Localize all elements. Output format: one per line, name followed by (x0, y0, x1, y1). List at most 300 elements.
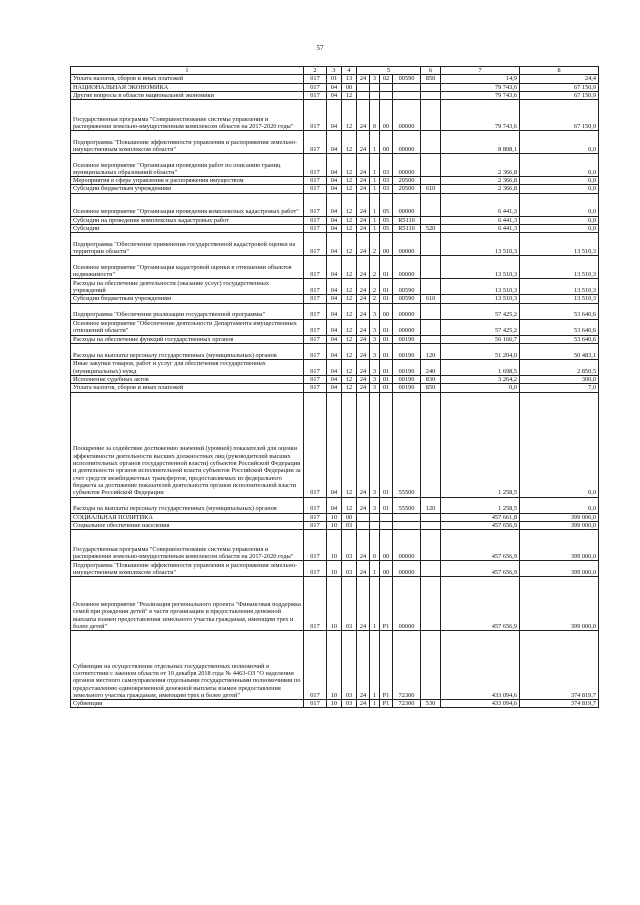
event-code-cell: 01 (380, 359, 393, 375)
table-row (71, 700, 599, 708)
table-row (71, 319, 599, 335)
column-header: 5 (357, 67, 421, 75)
amount-cell: 67 150,9 (520, 83, 599, 91)
direction-code-cell: 00190 (393, 359, 421, 375)
admin-code-cell: 017 (304, 384, 327, 392)
amount-cell: 57 425,2 (441, 319, 520, 335)
expense-type-cell (421, 631, 441, 700)
subprogram-code-cell: 1 (370, 177, 380, 185)
row-name-cell: Основное мероприятие "Реализация регионального проекта "Финансовая поддержка семей при рождении детей" в части организации и предоставления денежной выплаты взамен предоставления земельного участка гражданам, имеющим трех и более детей" (71, 577, 304, 631)
amount-cell: 67 150,9 (520, 100, 599, 131)
expense-type-cell (421, 256, 441, 279)
program-code-cell: 24 (357, 577, 370, 631)
program-code-cell (357, 521, 370, 529)
amount-cell: 13 510,3 (441, 233, 520, 256)
expense-type-cell (421, 177, 441, 185)
subprogram-code-cell: 1 (370, 193, 380, 216)
subprogram-code-cell: 2 (370, 233, 380, 256)
expense-type-cell (421, 131, 441, 154)
row-name-cell: Расходы на обеспечение деятельности (оказание услуг) государственных учреждений (71, 279, 304, 295)
table-row (71, 177, 599, 185)
subsection-code-cell: 03 (342, 577, 357, 631)
table-row (71, 185, 599, 193)
subprogram-code-cell (370, 521, 380, 529)
subsection-code-cell: 12 (342, 279, 357, 295)
subsection-code-cell: 12 (342, 233, 357, 256)
expense-type-cell (421, 521, 441, 529)
amount-cell: 0,0 (520, 193, 599, 216)
table-row (71, 279, 599, 295)
admin-code-cell: 017 (304, 279, 327, 295)
table-row (71, 131, 599, 154)
expense-type-cell: 610 (421, 185, 441, 193)
expense-type-cell: 850 (421, 384, 441, 392)
subprogram-code-cell: 2 (370, 279, 380, 295)
section-code-cell: 10 (327, 631, 342, 700)
section-code-cell: 04 (327, 193, 342, 216)
admin-code-cell: 017 (304, 131, 327, 154)
amount-cell: 8 808,1 (441, 131, 520, 154)
subprogram-code-cell: 3 (370, 359, 380, 375)
event-code-cell: 00 (380, 233, 393, 256)
expense-type-cell: 120 (421, 497, 441, 513)
amount-cell: 2 850,5 (520, 359, 599, 375)
amount-cell: 0,0 (520, 216, 599, 224)
program-code-cell: 24 (357, 193, 370, 216)
subsection-code-cell: 12 (342, 131, 357, 154)
subsection-code-cell: 12 (342, 343, 357, 359)
amount-cell: 399 000,0 (520, 530, 599, 561)
amount-cell: 2 366,8 (441, 185, 520, 193)
row-name-cell: Подпрограмма "Повышение эффективности управления и распоряжения земельно-имущественным комплексом области" (71, 561, 304, 577)
table-row (71, 91, 599, 99)
subsection-code-cell: 12 (342, 154, 357, 177)
subprogram-code-cell: 3 (370, 497, 380, 513)
section-code-cell: 04 (327, 131, 342, 154)
table-row (71, 233, 599, 256)
section-code-cell: 10 (327, 513, 342, 521)
section-code-cell: 04 (327, 177, 342, 185)
direction-code-cell: R5110 (393, 225, 421, 233)
row-name-cell: СОЦИАЛЬНАЯ ПОЛИТИКА (71, 513, 304, 521)
program-code-cell: 24 (357, 631, 370, 700)
amount-cell: 13 510,3 (441, 256, 520, 279)
event-code-cell: 01 (380, 392, 393, 497)
row-name-cell: Поощрение за содействие достижению значений (уровней) показателей для оценки эффективности деятельности высших должностных лиц (руководителей высших исполнительных органов государственной власти) субъектов Российской Федерации и деятельности органов исполнительной власти субъектов Российской Федерации за счет средств межбюджетных трансфертов, предоставляемых из федерального бюджета за достижение показателей деятельности органов исполнительной власти субъектов Российской Федерации (71, 392, 304, 497)
section-code-cell: 04 (327, 185, 342, 193)
program-code-cell: 24 (357, 392, 370, 497)
expense-type-cell (421, 279, 441, 295)
subprogram-code-cell: 3 (370, 303, 380, 319)
amount-cell: 53 640,6 (520, 335, 599, 343)
expense-type-cell (421, 530, 441, 561)
expense-type-cell (421, 154, 441, 177)
table-row (71, 100, 599, 131)
admin-code-cell: 017 (304, 177, 327, 185)
amount-cell: 0,0 (520, 177, 599, 185)
admin-code-cell: 017 (304, 154, 327, 177)
subsection-code-cell: 03 (342, 631, 357, 700)
amount-cell: 14,9 (441, 75, 520, 83)
amount-cell: 300,0 (520, 375, 599, 383)
amount-cell: 13 510,3 (520, 233, 599, 256)
amount-cell: 0,0 (520, 131, 599, 154)
expense-type-cell (421, 303, 441, 319)
event-code-cell: 00 (380, 530, 393, 561)
program-code-cell: 24 (357, 256, 370, 279)
expense-type-cell (421, 513, 441, 521)
table-row (71, 225, 599, 233)
subsection-code-cell: 12 (342, 303, 357, 319)
program-code-cell: 24 (357, 75, 370, 83)
direction-code-cell: 00000 (393, 193, 421, 216)
subsection-code-cell: 12 (342, 335, 357, 343)
expense-type-cell (421, 319, 441, 335)
amount-cell: 24,4 (520, 75, 599, 83)
row-name-cell: Расходы на выплаты персоналу государственных (муниципальных) органов (71, 343, 304, 359)
event-code-cell (380, 521, 393, 529)
event-code-cell: 01 (380, 343, 393, 359)
section-code-cell: 04 (327, 225, 342, 233)
row-name-cell: Уплата налогов, сборов и иных платежей (71, 75, 304, 83)
amount-cell: 79 743,6 (441, 100, 520, 131)
subprogram-code-cell: 3 (370, 343, 380, 359)
row-name-cell: Исполнение судебных актов (71, 375, 304, 383)
event-code-cell: 01 (380, 497, 393, 513)
expense-type-cell (421, 577, 441, 631)
row-name-cell: Социальное обеспечение населения (71, 521, 304, 529)
subprogram-code-cell: 2 (370, 295, 380, 303)
admin-code-cell: 017 (304, 225, 327, 233)
row-name-cell: Субсидии бюджетным учреждениям (71, 295, 304, 303)
program-code-cell: 24 (357, 343, 370, 359)
table-row (71, 256, 599, 279)
row-name-cell: Расходы на обеспечение функций государственных органов (71, 335, 304, 343)
subsection-code-cell: 03 (342, 530, 357, 561)
section-code-cell: 04 (327, 154, 342, 177)
row-name-cell: НАЦИОНАЛЬНАЯ ЭКОНОМИКА (71, 83, 304, 91)
subprogram-code-cell: 1 (370, 700, 380, 708)
expense-type-cell (421, 335, 441, 343)
table-body (71, 75, 599, 708)
direction-code-cell (393, 83, 421, 91)
admin-code-cell: 017 (304, 303, 327, 319)
subsection-code-cell: 13 (342, 75, 357, 83)
expense-type-cell: 530 (421, 700, 441, 708)
section-code-cell: 04 (327, 303, 342, 319)
direction-code-cell: 00190 (393, 343, 421, 359)
subsection-code-cell: 12 (342, 497, 357, 513)
event-code-cell: 01 (380, 375, 393, 383)
subsection-code-cell: 12 (342, 256, 357, 279)
program-code-cell: 24 (357, 233, 370, 256)
column-header: 6 (421, 67, 441, 75)
amount-cell: 79 743,6 (441, 91, 520, 99)
amount-cell: 0,0 (520, 225, 599, 233)
subsection-code-cell: 03 (342, 561, 357, 577)
amount-cell: 0,0 (520, 185, 599, 193)
program-code-cell: 24 (357, 279, 370, 295)
section-code-cell: 04 (327, 392, 342, 497)
direction-code-cell: 00000 (393, 530, 421, 561)
expense-type-cell: 850 (421, 75, 441, 83)
amount-cell: 57 425,2 (441, 303, 520, 319)
table-row (71, 193, 599, 216)
direction-code-cell: R5110 (393, 216, 421, 224)
subsection-code-cell: 12 (342, 359, 357, 375)
table-row (71, 75, 599, 83)
subsection-code-cell: 12 (342, 177, 357, 185)
row-name-cell: Субсидии (71, 225, 304, 233)
event-code-cell: 01 (380, 384, 393, 392)
program-code-cell: 24 (357, 497, 370, 513)
direction-code-cell: 55500 (393, 392, 421, 497)
subprogram-code-cell: 0 (370, 100, 380, 131)
admin-code-cell: 017 (304, 343, 327, 359)
section-code-cell: 10 (327, 577, 342, 631)
amount-cell: 399 000,0 (520, 577, 599, 631)
program-code-cell: 24 (357, 100, 370, 131)
table-row (71, 216, 599, 224)
subsection-code-cell: 12 (342, 216, 357, 224)
event-code-cell: 01 (380, 335, 393, 343)
amount-cell: 2 366,8 (441, 177, 520, 185)
amount-cell: 399 006,0 (520, 513, 599, 521)
subsection-code-cell: 12 (342, 193, 357, 216)
column-header: 4 (342, 67, 357, 75)
direction-code-cell: 00000 (393, 256, 421, 279)
event-code-cell: 03 (380, 185, 393, 193)
expense-type-cell (421, 100, 441, 131)
program-code-cell: 24 (357, 335, 370, 343)
program-code-cell: 24 (357, 131, 370, 154)
program-code-cell: 24 (357, 303, 370, 319)
subprogram-code-cell: 3 (370, 335, 380, 343)
program-code-cell: 24 (357, 375, 370, 383)
subprogram-code-cell: 1 (370, 561, 380, 577)
event-code-cell: 00 (380, 303, 393, 319)
row-name-cell: Подпрограмма "Повышение эффективности управления и распоряжения земельно-имущественным комплексом области" (71, 131, 304, 154)
expense-type-cell: 520 (421, 225, 441, 233)
event-code-cell: P1 (380, 700, 393, 708)
section-code-cell: 01 (327, 75, 342, 83)
subprogram-code-cell: 1 (370, 631, 380, 700)
amount-cell: 433 094,6 (441, 700, 520, 708)
table-row (71, 154, 599, 177)
event-code-cell: 00 (380, 561, 393, 577)
section-code-cell: 04 (327, 100, 342, 131)
row-name-cell: Субвенции на осуществление отдельных государственных полномочий в соответствии с законом области от 10 декабря 2018 года № 4463-ОЗ "О наделении органов местного самоуправления отдельными государственными полномочиями по предоставлению единовременной денежной выплаты взамен предоставления земельного участка гражданам, имеющим трех и более детей" (71, 631, 304, 700)
expense-type-cell (421, 91, 441, 99)
amount-cell: 6 441,3 (441, 216, 520, 224)
expense-type-cell (421, 83, 441, 91)
direction-code-cell: 00590 (393, 279, 421, 295)
amount-cell: 1 258,5 (441, 497, 520, 513)
expense-type-cell: 830 (421, 375, 441, 383)
amount-cell: 457 656,9 (441, 561, 520, 577)
subprogram-code-cell: 1 (370, 131, 380, 154)
subprogram-code-cell: 3 (370, 392, 380, 497)
amount-cell: 51 204,0 (441, 343, 520, 359)
expense-type-cell (421, 193, 441, 216)
table-row (71, 303, 599, 319)
subprogram-code-cell (370, 513, 380, 521)
amount-cell: 13 510,3 (520, 256, 599, 279)
event-code-cell: 01 (380, 319, 393, 335)
amount-cell: 53 640,6 (520, 319, 599, 335)
event-code-cell (380, 513, 393, 521)
subprogram-code-cell: 0 (370, 530, 380, 561)
section-code-cell: 04 (327, 319, 342, 335)
admin-code-cell: 017 (304, 91, 327, 99)
event-code-cell: 05 (380, 193, 393, 216)
column-header: 7 (441, 67, 520, 75)
subprogram-code-cell (370, 83, 380, 91)
section-code-cell: 10 (327, 700, 342, 708)
row-name-cell: Государственная программа "Совершенствование системы управления и распоряжения земельно-имущественным комплексом области на 2017-2020 годы" (71, 530, 304, 561)
section-code-cell: 04 (327, 375, 342, 383)
amount-cell: 13 510,3 (441, 295, 520, 303)
subsection-code-cell: 12 (342, 225, 357, 233)
admin-code-cell: 017 (304, 75, 327, 83)
event-code-cell: 05 (380, 216, 393, 224)
admin-code-cell: 017 (304, 100, 327, 131)
program-code-cell: 24 (357, 384, 370, 392)
table-row (71, 375, 599, 383)
admin-code-cell: 017 (304, 577, 327, 631)
section-code-cell: 04 (327, 91, 342, 99)
expense-type-cell (421, 561, 441, 577)
amount-cell: 79 743,6 (441, 83, 520, 91)
column-header: 8 (520, 67, 599, 75)
event-code-cell: P1 (380, 631, 393, 700)
amount-cell: 1 258,5 (441, 392, 520, 497)
admin-code-cell: 017 (304, 530, 327, 561)
column-header: 2 (304, 67, 327, 75)
amount-cell: 457 656,9 (441, 577, 520, 631)
program-code-cell: 24 (357, 295, 370, 303)
admin-code-cell: 017 (304, 185, 327, 193)
table-row (71, 497, 599, 513)
direction-code-cell: 00000 (393, 131, 421, 154)
admin-code-cell: 017 (304, 193, 327, 216)
row-name-cell: Иные закупки товаров, работ и услуг для обеспечения государственных (муниципальных) нужд (71, 359, 304, 375)
direction-code-cell: 00000 (393, 154, 421, 177)
program-code-cell: 24 (357, 225, 370, 233)
row-name-cell: Другие вопросы в области национальной экономики (71, 91, 304, 99)
program-code-cell: 24 (357, 154, 370, 177)
program-code-cell: 24 (357, 185, 370, 193)
subprogram-code-cell (370, 91, 380, 99)
event-code-cell: 00 (380, 100, 393, 131)
amount-cell: 56 166,7 (441, 335, 520, 343)
amount-cell: 13 510,3 (520, 295, 599, 303)
table-row (71, 83, 599, 91)
budget-table (70, 66, 599, 708)
amount-cell: 399 000,0 (520, 521, 599, 529)
amount-cell: 374 819,7 (520, 700, 599, 708)
admin-code-cell: 017 (304, 497, 327, 513)
event-code-cell (380, 83, 393, 91)
table-row (71, 392, 599, 497)
amount-cell: 0,0 (520, 497, 599, 513)
table-row (71, 359, 599, 375)
section-code-cell: 04 (327, 295, 342, 303)
program-code-cell (357, 513, 370, 521)
expense-type-cell (421, 216, 441, 224)
header-row (71, 67, 599, 75)
program-code-cell (357, 83, 370, 91)
admin-code-cell: 017 (304, 256, 327, 279)
amount-cell: 6 441,3 (441, 225, 520, 233)
program-code-cell (357, 91, 370, 99)
direction-code-cell: 55500 (393, 497, 421, 513)
direction-code-cell: 00590 (393, 75, 421, 83)
event-code-cell: 00 (380, 131, 393, 154)
amount-cell: 0,0 (520, 154, 599, 177)
program-code-cell: 24 (357, 177, 370, 185)
admin-code-cell: 017 (304, 521, 327, 529)
amount-cell: 6 441,3 (441, 193, 520, 216)
section-code-cell: 04 (327, 384, 342, 392)
column-header: 3 (327, 67, 342, 75)
event-code-cell: 02 (380, 75, 393, 83)
admin-code-cell: 017 (304, 700, 327, 708)
subprogram-code-cell: 1 (370, 154, 380, 177)
subprogram-code-cell: 3 (370, 375, 380, 383)
amount-cell: 13 510,3 (441, 279, 520, 295)
event-code-cell: 05 (380, 225, 393, 233)
direction-code-cell: 00000 (393, 233, 421, 256)
direction-code-cell (393, 91, 421, 99)
subsection-code-cell: 12 (342, 91, 357, 99)
row-name-cell: Подпрограмма "Обеспечение применения государственной кадастровой оценки на территории области" (71, 233, 304, 256)
row-name-cell: Основное мероприятие "Обеспечение деятельности Департамента имущественных отношений области" (71, 319, 304, 335)
admin-code-cell: 017 (304, 375, 327, 383)
amount-cell: 13 510,3 (520, 279, 599, 295)
amount-cell: 399 000,0 (520, 561, 599, 577)
program-code-cell: 24 (357, 530, 370, 561)
direction-code-cell (393, 513, 421, 521)
amount-cell: 433 094,6 (441, 631, 520, 700)
amount-cell: 53 640,6 (520, 303, 599, 319)
subprogram-code-cell: 1 (370, 225, 380, 233)
admin-code-cell: 017 (304, 319, 327, 335)
row-name-cell: Субсидии на проведение комплексных кадастровых работ (71, 216, 304, 224)
subsection-code-cell: 12 (342, 185, 357, 193)
subprogram-code-cell: 1 (370, 185, 380, 193)
subsection-code-cell: 12 (342, 319, 357, 335)
section-code-cell: 10 (327, 530, 342, 561)
expense-type-cell: 120 (421, 343, 441, 359)
row-name-cell: Основное мероприятие "Организация кадастровой оценки в отношении объектов недвижимости" (71, 256, 304, 279)
section-code-cell: 10 (327, 561, 342, 577)
direction-code-cell: 00000 (393, 319, 421, 335)
expense-type-cell (421, 392, 441, 497)
subsection-code-cell: 00 (342, 83, 357, 91)
amount-cell: 457 661,8 (441, 513, 520, 521)
event-code-cell: 01 (380, 295, 393, 303)
table-row (71, 631, 599, 700)
admin-code-cell: 017 (304, 83, 327, 91)
admin-code-cell: 017 (304, 561, 327, 577)
expense-type-cell: 240 (421, 359, 441, 375)
table-row (71, 577, 599, 631)
subsection-code-cell: 03 (342, 700, 357, 708)
row-name-cell: Субсидии бюджетным учреждениям (71, 185, 304, 193)
subprogram-code-cell: 3 (370, 319, 380, 335)
admin-code-cell: 017 (304, 335, 327, 343)
